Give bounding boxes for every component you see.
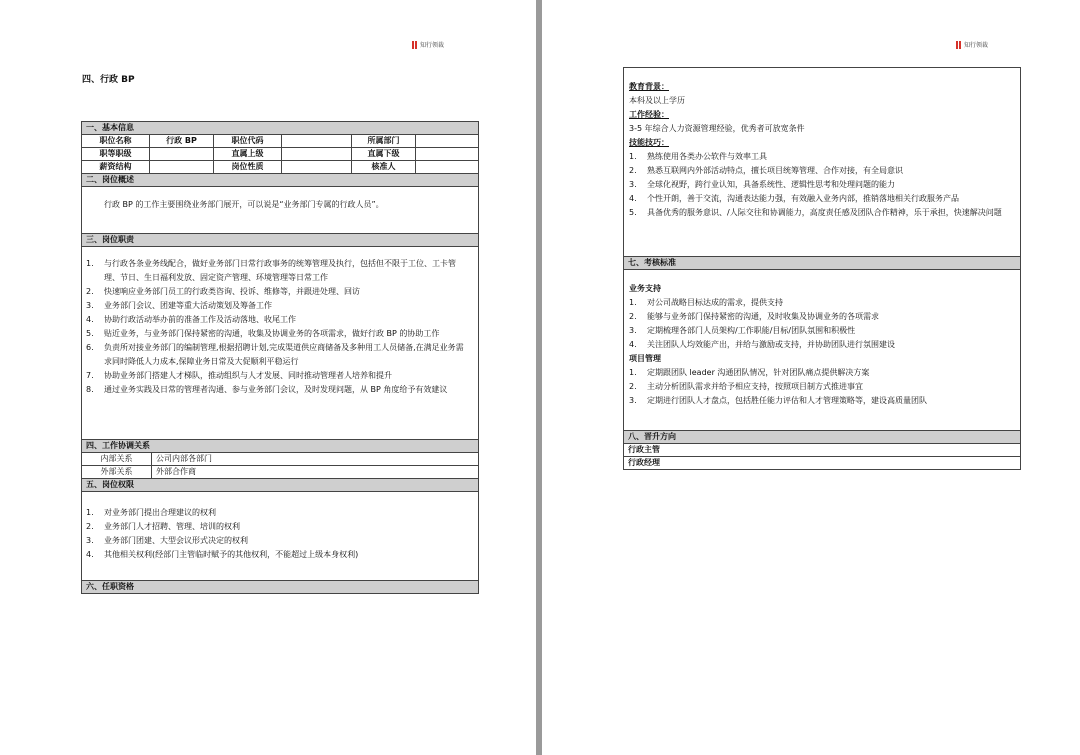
- item-text: 业务部门人才招聘、管理、培训的权利: [104, 522, 240, 531]
- item-text: 关注团队人均效能产出，并给与激励或支持，并协助团队进行氛围建设: [647, 340, 895, 349]
- field-label: 直属下级: [352, 148, 416, 160]
- item-text: 能够与业务部门保持紧密的沟通，及时收集及协调业务的各项需求: [647, 312, 879, 321]
- item-text: 与行政各条业务线配合，做好业务部门日常行政事务的统筹管理及执行，包括但不限于工位、工卡管理、节日、生日福利发放、固定资产管理、环境管理等日常工作: [104, 259, 456, 282]
- item-number: 6.: [86, 343, 94, 352]
- experience-label: 工作经验：: [629, 110, 669, 119]
- business-support-label: 业务支持: [629, 284, 661, 293]
- brand-logo-right: [956, 40, 988, 49]
- overview-header: 二、岗位概述: [82, 174, 478, 187]
- item-number: 7.: [86, 371, 94, 380]
- business-support-item: [629, 296, 1014, 310]
- basic-info-header: 一、基本信息: [82, 122, 478, 135]
- brand-text: 知行领裁: [964, 42, 989, 49]
- coordination-label: 外部关系: [82, 466, 152, 478]
- field-value: 行政 BP: [150, 135, 214, 147]
- item-text: 定期跟团队 leader 沟通团队情况，针对团队痛点提供解决方案: [647, 368, 870, 377]
- business-support-item: [629, 338, 1014, 352]
- section-title: 四、行政 BP: [82, 75, 135, 85]
- promotion-value: 行政经理: [628, 458, 660, 467]
- item-number: 4.: [629, 194, 637, 203]
- field-label: 职等职级: [82, 148, 150, 160]
- item-number: 4.: [629, 340, 637, 349]
- project-management-item: [629, 394, 1014, 408]
- item-text: 协助行政活动举办前的准备工作及活动落地、收尾工作: [104, 315, 296, 324]
- skill-item: [629, 150, 1014, 164]
- duty-item: [86, 299, 468, 313]
- coordination-label: 内部关系: [82, 453, 152, 465]
- authority-item: [86, 520, 468, 534]
- item-number: 1.: [629, 152, 637, 161]
- promotion-header: 八、晋升方向: [624, 431, 1020, 444]
- duty-item: [86, 327, 468, 341]
- project-management-item: [629, 380, 1014, 394]
- authority-header: 五、岗位权限: [82, 479, 478, 492]
- assessment-body: [624, 270, 1020, 431]
- item-number: 2.: [86, 287, 94, 296]
- authority-item: [86, 548, 468, 562]
- item-text: 定期进行团队人才盘点，包括胜任能力评估和人才管理策略等，建设高质量团队: [647, 396, 927, 405]
- brand-mark-icon: [412, 41, 417, 49]
- promotion-rows: [624, 444, 1020, 469]
- item-text: 通过业务实践及日常的管理者沟通、参与业务部门会议，及时发现问题，从 BP 角度给予有效建议: [104, 385, 448, 394]
- skill-item: [629, 178, 1014, 192]
- item-number: 8.: [86, 385, 94, 394]
- coordination-value: 公司内部各部门: [156, 454, 212, 463]
- basic-info-row: [82, 148, 478, 161]
- item-number: 1.: [629, 298, 637, 307]
- authority-body: [82, 492, 478, 581]
- field-value: [282, 161, 352, 173]
- project-management-label: 项目管理: [629, 354, 661, 363]
- overview-text: 行政 BP 的工作主要围绕业务部门展开，可以说是“业务部门专属的行政人员”。: [82, 187, 478, 234]
- item-text: 熟练使用各类办公软件与效率工具: [647, 152, 767, 161]
- authority-list: [82, 492, 478, 568]
- item-number: 3.: [629, 180, 637, 189]
- duty-item: [86, 285, 468, 299]
- item-number: 2.: [86, 522, 94, 531]
- promotion-row: [624, 444, 1020, 457]
- duty-item: [86, 383, 468, 397]
- job-description-table-continued: [623, 67, 1021, 470]
- item-number: 2.: [629, 166, 637, 175]
- field-value: [416, 135, 478, 147]
- brand-text: 知行领裁: [420, 42, 445, 49]
- item-text: 其他相关权利(经部门主管临时赋予的其他权利，不能超过上级本身权利): [104, 550, 359, 559]
- item-text: 定期梳理各部门人员架构/工作职能/目标/团队氛围和积极性: [647, 326, 856, 335]
- item-number: 3.: [629, 396, 637, 405]
- basic-info-rows: [82, 135, 478, 174]
- business-support-item: [629, 310, 1014, 324]
- authority-item: [86, 506, 468, 520]
- item-text: 对公司战略目标达成的需求，提供支持: [647, 298, 783, 307]
- qualifications-header: 六、任职资格: [82, 581, 478, 593]
- field-value: [282, 148, 352, 160]
- field-label: 薪资结构: [82, 161, 150, 173]
- business-support-item: [629, 324, 1014, 338]
- item-text: 贴近业务，与业务部门保持紧密的沟通，收集及协调业务的各项需求，做好行政 BP 的协助工作: [104, 329, 440, 338]
- item-text: 负责所对接业务部门的编制管理,根据招聘计划,完成渠道供应商储备及多种用工人员储备,在满足业务需求同时降低人力成本,保障业务日常及大促顺利平稳运行: [104, 343, 464, 366]
- field-label: 岗位性质: [214, 161, 282, 173]
- coordination-row: [82, 453, 478, 466]
- field-label: 直属上级: [214, 148, 282, 160]
- item-text: 快速响应业务部门员工的行政类咨询、投诉、维修等，并跟进处理、回访: [104, 287, 360, 296]
- assessment-header: 七、考核标准: [624, 257, 1020, 270]
- item-number: 5.: [629, 208, 637, 217]
- item-text: 主动分析团队需求并给予相应支持，按照项目制方式推进事宜: [647, 382, 863, 391]
- item-number: 3.: [86, 301, 94, 310]
- duty-item: [86, 341, 468, 369]
- item-number: 5.: [86, 329, 94, 338]
- education-text: 本科及以上学历: [629, 96, 685, 105]
- job-description-table: [81, 121, 479, 594]
- item-text: 熟悉互联网内外部活动特点，擅长项目统筹管理、合作对接，有全局意识: [647, 166, 903, 175]
- duty-item: [86, 313, 468, 327]
- item-number: 2.: [629, 382, 637, 391]
- promotion-value: 行政主管: [628, 445, 660, 454]
- skills-label: 技能技巧：: [629, 138, 669, 147]
- authority-item: [86, 534, 468, 548]
- duties-list: [82, 247, 478, 403]
- field-value: [150, 148, 214, 160]
- item-number: 4.: [86, 315, 94, 324]
- project-management-item: [629, 366, 1014, 380]
- item-number: 1.: [629, 368, 637, 377]
- coordination-value: 外部合作商: [156, 467, 196, 476]
- item-text: 业务部门团建、大型会议形式决定的权利: [104, 536, 248, 545]
- field-value: [416, 148, 478, 160]
- basic-info-row: [82, 135, 478, 148]
- item-text: 业务部门会议、团建等重大活动策划及筹备工作: [104, 301, 272, 310]
- duties-header: 三、岗位职责: [82, 234, 478, 247]
- brand-logo: [412, 40, 444, 49]
- item-text: 全球化视野，跨行业认知，具备系统性、逻辑性思考和处理问题的能力: [647, 180, 895, 189]
- field-value: [416, 161, 478, 173]
- coordination-header: 四、工作协调关系: [82, 440, 478, 453]
- field-value: [150, 161, 214, 173]
- skill-item: [629, 206, 1014, 220]
- field-label: 职位名称: [82, 135, 150, 147]
- document-page-left: [0, 0, 536, 755]
- field-value: [282, 135, 352, 147]
- field-label: 所属部门: [352, 135, 416, 147]
- item-number: 1.: [86, 259, 94, 268]
- duty-item: [86, 369, 468, 383]
- document-page-right: [542, 0, 1080, 755]
- item-text: 对业务部门提出合理建议的权利: [104, 508, 216, 517]
- item-number: 2.: [629, 312, 637, 321]
- item-number: 3.: [86, 536, 94, 545]
- item-text: 具备优秀的服务意识、/人际交往和协调能力，高度责任感及团队合作精神，乐于承担，快速解决问题: [647, 208, 1002, 217]
- item-number: 1.: [86, 508, 94, 517]
- duties-body: [82, 247, 478, 440]
- basic-info-row: [82, 161, 478, 174]
- promotion-row: [624, 457, 1020, 469]
- field-label: 职位代码: [214, 135, 282, 147]
- duty-item: [86, 257, 468, 285]
- item-number: 3.: [629, 326, 637, 335]
- coordination-rows: [82, 453, 478, 479]
- project-management-list: [629, 366, 1014, 408]
- skill-item: [629, 192, 1014, 206]
- qualifications-body: [624, 68, 1020, 257]
- coordination-row: [82, 466, 478, 479]
- skill-item: [629, 164, 1014, 178]
- field-label: 核准人: [352, 161, 416, 173]
- experience-text: 3-5 年综合人力资源管理经验，优秀者可放宽条件: [629, 124, 805, 133]
- brand-mark-icon: [956, 41, 961, 49]
- item-number: 4.: [86, 550, 94, 559]
- business-support-list: [629, 296, 1014, 352]
- item-text: 协助业务部门搭建人才梯队，推动组织与人才发展、同时推动管理者人培养和提升: [104, 371, 392, 380]
- skills-list: [629, 150, 1014, 220]
- education-label: 教育背景：: [629, 82, 669, 91]
- item-text: 个性开朗，善于交流，沟通表达能力强，有效融入业务内部，推销落地相关行政服务产品: [647, 194, 959, 203]
